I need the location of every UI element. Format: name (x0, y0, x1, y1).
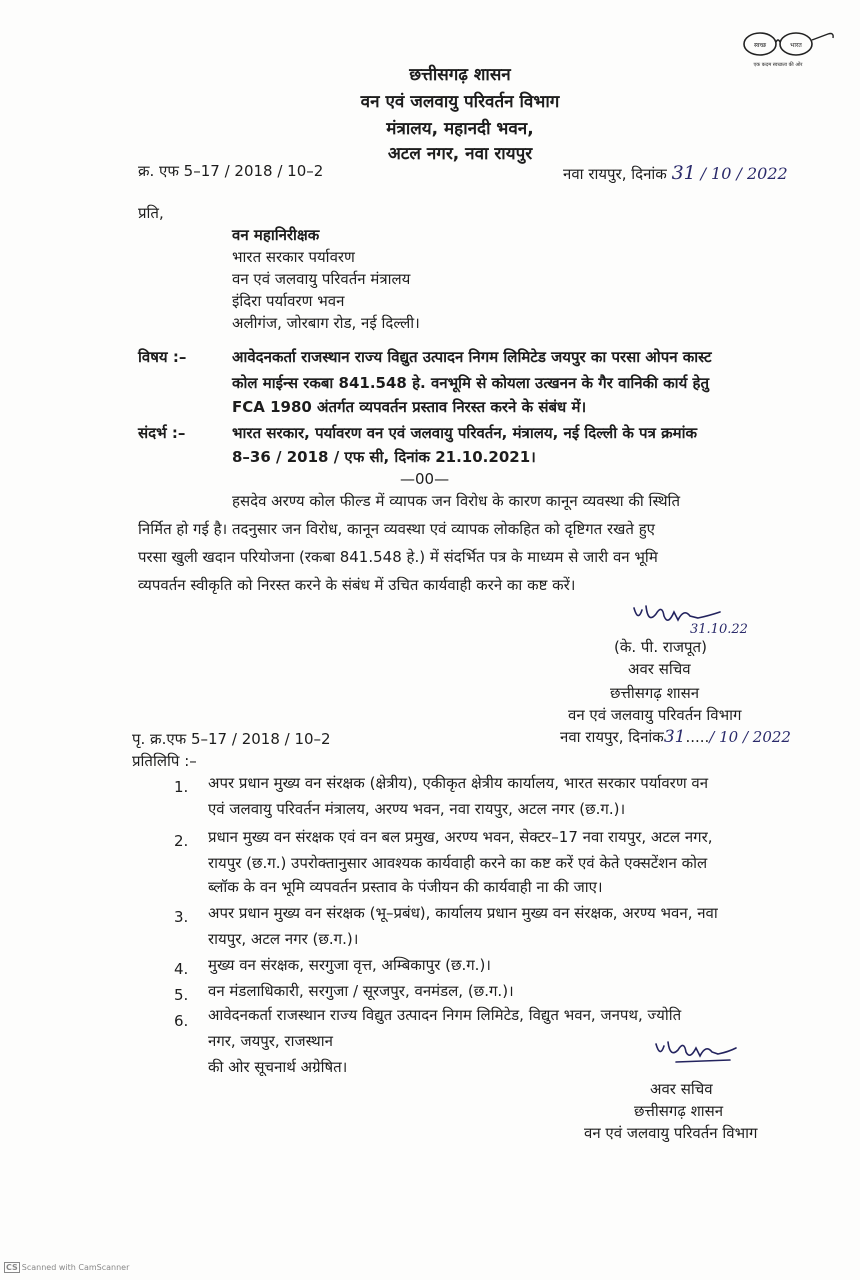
body-line-4: व्यपवर्तन स्वीकृति को निरस्त करने के संबंध में उचित कार्यवाही करने का कष्ट करें। (138, 576, 576, 594)
date-month-year: / 10 / 2022 (700, 164, 788, 183)
copy-item-2-line-1: प्रधान मुख्य वन संरक्षक एवं वन बल प्रमुख, अरण्य भवन, सेक्टर–17 नवा रायपुर, अटल नगर, (208, 828, 713, 846)
copy-item-5-line-1: वन मंडलाधिकारी, सरगुजा / सूरजपुर, वनमंडल, (छ.ग.)। (208, 982, 514, 1000)
copy-item-3-line-2: रायपुर, अटल नगर (छ.ग.)। (208, 930, 359, 948)
endorse-date-dots: ..... (685, 728, 710, 746)
subject-line-1: आवेदनकर्ता राजस्थान राज्य विद्युत उत्पादन निगम लिमिटेड जयपुर का परसा ओपन कास्ट (232, 348, 712, 366)
copy-item-4-number: 4. (174, 960, 189, 978)
addressee-line-1: वन महानिरीक्षक (232, 226, 320, 244)
copy-item-2-line-2: रायपुर (छ.ग.) उपरोक्तानुसार आवश्यक कार्यवाही करने का कष्ट करें एवं केते एक्सटेंशन कोल (208, 854, 708, 872)
endorsement-date (560, 726, 791, 748)
logo-right-text: भारत (790, 42, 802, 49)
sign2-designation: अवर सचिव (650, 1080, 713, 1098)
sign2-org-1: छत्तीसगढ़ शासन (634, 1102, 724, 1120)
copy-item-3-number: 3. (174, 908, 189, 926)
copy-item-1-line-1: अपर प्रधान मुख्य वन संरक्षक (क्षेत्रीय), एकीकृत क्षेत्रीय कार्यालय, भारत सरकार पर्यावरण वन (208, 774, 709, 792)
copy-item-6-number: 6. (174, 1012, 189, 1030)
separator: —00— (400, 470, 450, 488)
copy-item-3-line-1: अपर प्रधान मुख्य वन संरक्षक (भू–प्रबंध), कार्यालय प्रधान मुख्य वन संरक्षक, अरण्य भवन, नवा (208, 904, 718, 922)
endorse-date-day: 31 (663, 727, 686, 747)
sign2-org-2: वन एवं जलवायु परिवर्तन विभाग (584, 1124, 758, 1142)
subject-line-3: FCA 1980 अंतर्गत व्यपवर्तन प्रस्ताव निरस्त करने के संबंध में। (232, 398, 587, 416)
reference-label: संदर्भ :– (138, 424, 186, 442)
signature-date-note: 31.10.22 (690, 622, 748, 637)
copy-to-label: प्रतिलिपि :– (132, 752, 197, 770)
date-day: 31 (671, 162, 696, 184)
body-line-1: हसदेव अरण्य कोल फील्ड में व्यापक जन विरोध के कारण कानून व्यवस्था की स्थिति (232, 492, 680, 510)
signatory-org-1: छत्तीसगढ़ शासन (610, 684, 700, 702)
logo-tagline: एक कदम स्वच्छता की ओर (753, 62, 803, 68)
body-line-3: परसा खुली खदान परियोजना (रकबा 841.548 हे.) में संदर्भित पत्र के माध्यम से जारी वन भूमि (138, 548, 658, 566)
reference-line-2: 8–36 / 2018 / एफ सी, दिनांक 21.10.2021। (232, 448, 536, 466)
copy-item-6-line-3: की ओर सूचनार्थ अग्रेषित। (208, 1058, 348, 1076)
copy-item-2-line-3: ब्लॉक के वन भूमि व्यपवर्तन प्रस्ताव के पंजीयन की कार्यवाही ना की जाए। (208, 878, 603, 896)
header-line-2: वन एवं जलवायु परिवर्तन विभाग (360, 92, 560, 112)
header-line-3: मंत्रालय, महानदी भवन, (386, 119, 534, 139)
to-label: प्रति, (138, 204, 164, 222)
letter-date (563, 162, 788, 185)
copy-item-6-line-1: आवेदनकर्ता राजस्थान राज्य विद्युत उत्पादन निगम लिमिटेड, विद्युत भवन, जनपथ, ज्योति (208, 1006, 682, 1024)
signature-handwritten-2 (652, 1034, 742, 1068)
copy-item-4-line-1: मुख्य वन संरक्षक, सरगुजा वृत्त, अम्बिकापुर (छ.ग.)। (208, 956, 491, 974)
copy-item-2-number: 2. (174, 832, 189, 850)
signatory-name: (के. पी. राजपूत) (614, 638, 707, 656)
endorsement-number: पृ. क्र.एफ 5–17 / 2018 / 10–2 (132, 730, 331, 748)
scanner-watermark: CS Scanned with CamScanner (6, 1263, 130, 1272)
signatory-designation: अवर सचिव (628, 660, 691, 678)
logo-left-text: स्वच्छ (753, 42, 767, 49)
endorse-date-prefix: नवा रायपुर, दिनांक (560, 728, 664, 746)
reference-line-1: भारत सरकार, पर्यावरण वन एवं जलवायु परिवर्तन, मंत्रालय, नई दिल्ली के पत्र क्रमांक (232, 424, 697, 442)
subject-line-2: कोल माईन्स रकबा 841.548 हे. वनभूमि से कोयला उत्खनन के गैर वानिकी कार्य हेतु (232, 374, 710, 392)
copy-item-1-line-2: एवं जलवायु परिवर्तन मंत्रालय, अरण्य भवन, नवा रायपुर, अटल नगर (छ.ग.)। (208, 800, 626, 818)
addressee-line-2: भारत सरकार पर्यावरण (232, 248, 355, 266)
body-line-2: निर्मित हो गई है। तदनुसार जन विरोध, कानून व्यवस्था एवं व्यापक लोकहित को दृष्टिगत रखते हुए (138, 520, 655, 538)
copy-item-6-line-2: नगर, जयपुर, राजस्थान (208, 1032, 333, 1050)
endorse-date-month-year: / 10 / 2022 (709, 728, 791, 746)
date-prefix: नवा रायपुर, दिनांक (563, 165, 667, 183)
swachh-bharat-logo (738, 26, 838, 70)
letter-number: क्र. एफ 5–17 / 2018 / 10–2 (138, 162, 324, 180)
header-line-1: छत्तीसगढ़ शासन (409, 65, 511, 85)
header-line-4: अटल नगर, नवा रायपुर (387, 144, 533, 164)
copy-item-1-number: 1. (174, 778, 189, 796)
addressee-line-4: इंदिरा पर्यावरण भवन (232, 292, 345, 310)
signatory-org-2: वन एवं जलवायु परिवर्तन विभाग (568, 706, 742, 724)
copy-item-5-number: 5. (174, 986, 189, 1004)
subject-label: विषय :– (138, 348, 187, 366)
addressee-line-3: वन एवं जलवायु परिवर्तन मंत्रालय (232, 270, 411, 288)
addressee-line-5: अलीगंज, जोरबाग रोड, नई दिल्ली। (232, 314, 420, 332)
